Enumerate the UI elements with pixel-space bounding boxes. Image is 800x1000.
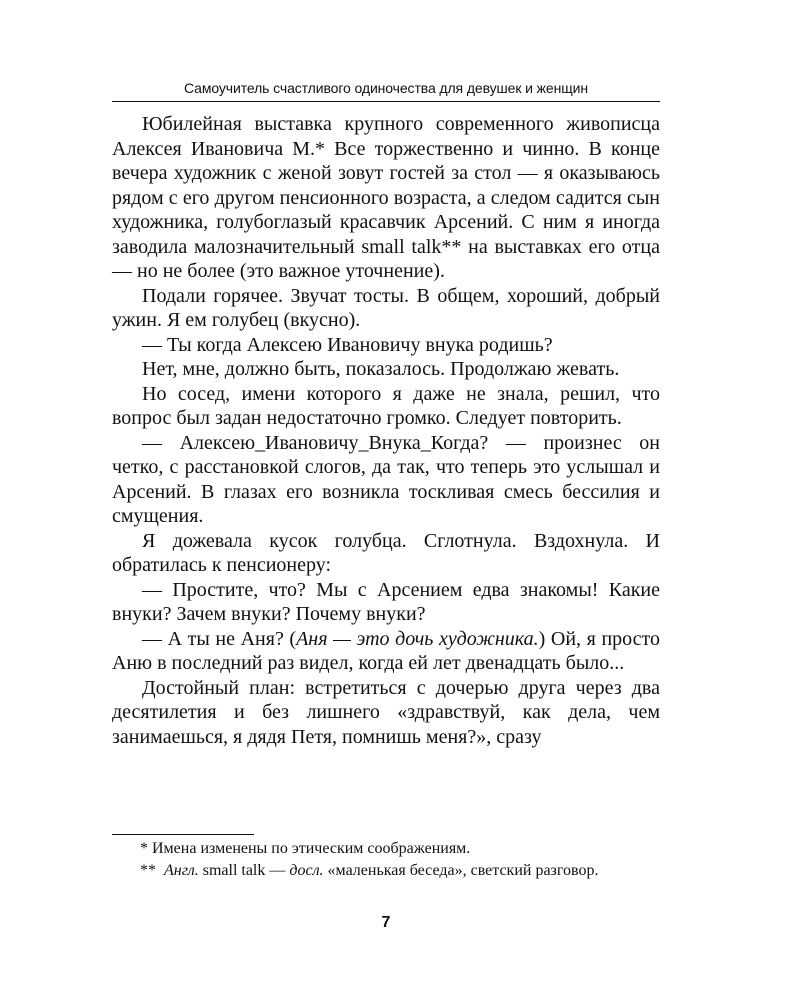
header-divider (112, 101, 660, 102)
footnote-divider (112, 834, 254, 835)
paragraph: — Простите, что? Мы с Арсением едва знакомы! Какие внуки? Зачем внуки? Почему внуки? (112, 578, 660, 625)
footnote-mark: ** (140, 862, 156, 879)
paragraph: — Алексею_Ивановичу_Внука_Когда? — произнес он четко, с расстановкой слогов, да так, что теперь это услышал и Арсений. В глазах его возникла тоскливая смесь бессилия и смущения. (112, 431, 660, 527)
paragraph-text: ) Ой, я просто Аню в последний раз видел, когда ей лет двенадцать было... (112, 627, 661, 674)
running-header: Самоучитель счастливого одиночества для девушек и женщин (183, 80, 589, 96)
italic-aside: Аня — это дочь художника. (296, 627, 539, 650)
main-text (112, 112, 660, 749)
paragraph: Юбилейная выставка крупного современного живописца Алексея Ивановича М.* Все торжественно и чинно. В конце вечера художник с женой зовут гостей за стол — я оказываюсь рядом с его другом пенсионного возраста, а следом садится сын художника, голубоглазый красавчик Арсений. С ним я иногда заводила малозначительный small talk** на выставках его отца — но не более (это важное уточнение). (112, 113, 660, 282)
paragraph: — Ты когда Алексею Ивановичу внука родишь? (142, 333, 553, 356)
footnote-abbreviation: Англ. (164, 862, 199, 879)
paragraph (112, 627, 660, 676)
footnote-text: small talk — (202, 862, 286, 879)
footnote (112, 860, 660, 882)
page-number: 7 (381, 914, 391, 931)
paragraph: Подали горячее. Звучат тосты. В общем, хороший, добрый ужин. Я ем голубец (вкусно). (112, 284, 660, 331)
footnote-abbreviation: досл. (289, 862, 324, 879)
footnote-text: «маленькая беседа», светский разговор. (327, 862, 599, 879)
footnote: * Имена изменены по этическим соображениям. (140, 840, 471, 857)
paragraph: Достойный план: встретиться с дочерью друга через два десятилетия и без лишнего «здравствуй, как дела, чем занимаешься, я дядя Петя, помнишь меня?», сразу (112, 676, 660, 748)
footnotes (112, 838, 660, 882)
paragraph: Но сосед, имени которого я даже не знала, решил, что вопрос был задан недостаточно громко. Следует повторить. (112, 382, 660, 429)
paragraph-text: — А ты не Аня? ( (142, 627, 297, 650)
paragraph: Я дожевала кусок голубца. Сглотнула. Вздохнула. И обратилась к пенсионеру: (112, 529, 660, 576)
paragraph: Нет, мне, должно быть, показалось. Продолжаю жевать. (142, 358, 620, 380)
